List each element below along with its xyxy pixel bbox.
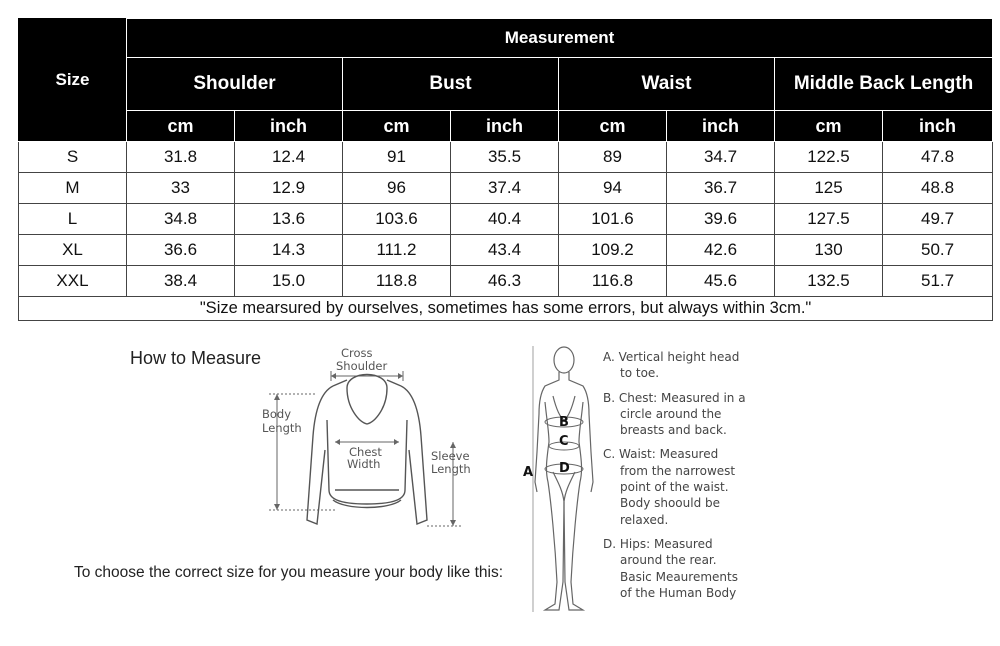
value-cell: 109.2 [559, 235, 667, 266]
unit-header: cm [775, 111, 883, 142]
value-cell: 15.0 [235, 266, 343, 297]
value-cell: 89 [559, 142, 667, 173]
instruction-c: C. Waist: Measured from the narrowest point of the waist. Body shoould be relaxed. [603, 447, 736, 527]
value-cell: 47.8 [883, 142, 993, 173]
waist-header: Waist [559, 58, 775, 111]
label-c: C [559, 434, 569, 449]
value-cell: 130 [775, 235, 883, 266]
unit-header: inch [235, 111, 343, 142]
value-cell: 49.7 [883, 204, 993, 235]
body-outline [535, 347, 593, 610]
value-cell: 125 [775, 173, 883, 204]
size-cell: S [19, 142, 127, 173]
instruction-a: A. Vertical height head to toe. [603, 350, 740, 381]
value-cell: 46.3 [451, 266, 559, 297]
value-cell: 31.8 [127, 142, 235, 173]
value-cell: 91 [343, 142, 451, 173]
value-cell: 39.6 [667, 204, 775, 235]
table-row [19, 266, 993, 297]
label-d: D [559, 461, 570, 476]
value-cell: 37.4 [451, 173, 559, 204]
value-cell: 40.4 [451, 204, 559, 235]
measurement-instructions [603, 349, 763, 609]
value-cell: 36.7 [667, 173, 775, 204]
value-cell: 36.6 [127, 235, 235, 266]
middle-back-length-header: Middle Back Length [775, 58, 993, 111]
label-b: B [559, 415, 569, 430]
value-cell: 34.8 [127, 204, 235, 235]
size-cell: XL [19, 235, 127, 266]
size-column-header: Size [19, 19, 127, 142]
value-cell: 33 [127, 173, 235, 204]
value-cell: 118.8 [343, 266, 451, 297]
cross-shoulder-label-1: Cross [341, 346, 373, 360]
value-cell: 111.2 [343, 235, 451, 266]
value-cell: 51.7 [883, 266, 993, 297]
sleeve-length-label-2: Length [431, 462, 471, 476]
value-cell: 103.6 [343, 204, 451, 235]
unit-header: cm [343, 111, 451, 142]
table-row [19, 204, 993, 235]
value-cell: 13.6 [235, 204, 343, 235]
unit-header: cm [559, 111, 667, 142]
sweater-diagram [255, 340, 485, 540]
bust-header: Bust [343, 58, 559, 111]
value-cell: 43.4 [451, 235, 559, 266]
size-cell: XXL [19, 266, 127, 297]
value-cell: 45.6 [667, 266, 775, 297]
how-to-measure-title: How to Measure [130, 348, 262, 368]
choose-size-instruction: To choose the correct size for you measure your body like this: [74, 564, 504, 581]
size-chart-table [18, 18, 993, 321]
measurement-header: Measurement [127, 19, 993, 58]
value-cell: 48.8 [883, 173, 993, 204]
value-cell: 14.3 [235, 235, 343, 266]
value-cell: 94 [559, 173, 667, 204]
label-a: A [523, 465, 534, 480]
value-cell: 101.6 [559, 204, 667, 235]
chest-width-label-1: Chest [349, 445, 382, 459]
value-cell: 127.5 [775, 204, 883, 235]
instruction-b: B. Chest: Measured in a circle around the breasts and back. [603, 390, 746, 438]
value-cell: 35.5 [451, 142, 559, 173]
shoulder-header: Shoulder [127, 58, 343, 111]
size-cell: M [19, 173, 127, 204]
body-length-label-2: Length [262, 421, 302, 435]
table-row [19, 142, 993, 173]
value-cell: 34.7 [667, 142, 775, 173]
body-length-label-1: Body [262, 407, 292, 421]
instruction-d: D. Hips: Measured around the rear. Basic Meaurements of the Human Body [603, 536, 738, 600]
table-row [19, 173, 993, 204]
cross-shoulder-label-2: Shoulder [336, 359, 388, 373]
value-cell: 116.8 [559, 266, 667, 297]
unit-header: inch [883, 111, 993, 142]
table-note: "Size mearsured by ourselves, sometimes has some errors, but always within 3cm." [19, 297, 993, 321]
value-cell: 96 [343, 173, 451, 204]
value-cell: 38.4 [127, 266, 235, 297]
unit-header: inch [451, 111, 559, 142]
value-cell: 12.4 [235, 142, 343, 173]
value-cell: 122.5 [775, 142, 883, 173]
value-cell: 132.5 [775, 266, 883, 297]
value-cell: 12.9 [235, 173, 343, 204]
unit-header: inch [667, 111, 775, 142]
chest-width-label-2: Width [347, 457, 381, 471]
sleeve-length-label-1: Sleeve [431, 449, 470, 463]
unit-header: cm [127, 111, 235, 142]
table-row [19, 235, 993, 266]
value-cell: 42.6 [667, 235, 775, 266]
value-cell: 50.7 [883, 235, 993, 266]
size-cell: L [19, 204, 127, 235]
body-figure-diagram [515, 342, 615, 632]
